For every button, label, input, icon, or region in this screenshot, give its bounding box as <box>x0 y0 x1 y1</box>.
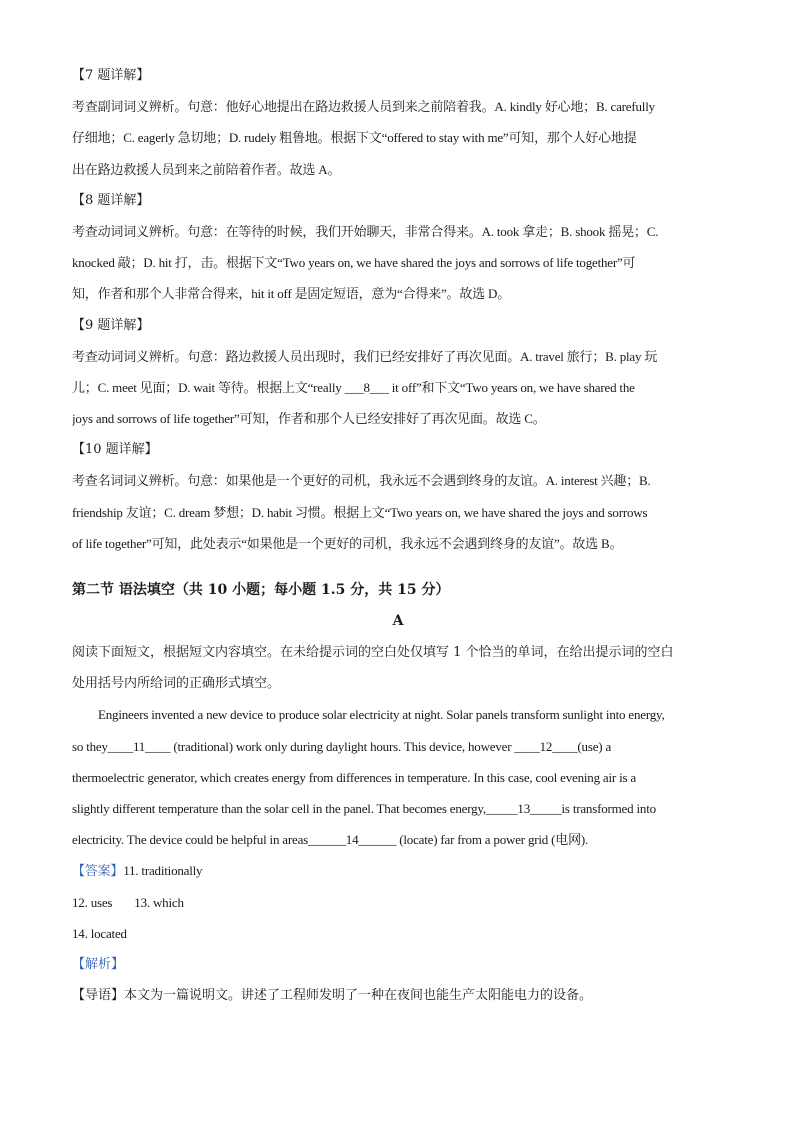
spacer <box>72 559 724 575</box>
answer-12: 12. uses <box>72 894 113 910</box>
instructions-line-1: 阅读下面短文，根据短文内容填空。在未给提示词的空白处仅填写 1 个恰当的单词，在给出提示词的空白 <box>72 645 674 660</box>
passage-line-5: electricity. The device could be helpful in areas______14______ (locate) far from a power grid (电网). <box>72 832 589 848</box>
q8-line-2: knocked 敲；D. hit 打，击。根据下文“Two years on, we have shared the joys and sorrows of life together”可 <box>72 255 636 271</box>
q10-line-1: 考查名词词义辨析。句意：如果他是一个更好的司机，我永远不会遇到终身的友谊。A. interest 兴趣；B. <box>72 473 651 489</box>
document-page <box>72 60 724 1011</box>
q8-heading: 【8 题详解】 <box>72 192 150 208</box>
answer-tag: 【答案】 <box>72 863 124 879</box>
answer-13: 13. which <box>134 894 184 910</box>
q8-line-1: 考查动词词义辨析。句意：在等待的时候，我们开始聊天，非常合得来。A. took 拿走；B. shook 摇晃；C. <box>72 223 659 239</box>
section-title: 第二节 语法填空（共 10 小题；每小题 1.5 分，共 15 分） <box>72 582 450 598</box>
q9-line-3: joys and sorrows of life together”可知，作者和那个人已经安排好了再次见面。故选 C。 <box>72 411 546 427</box>
guide-line: 【导语】本文为一篇说明文。讲述了工程师发明了一种在夜间也能生产太阳能电力的设备。 <box>72 988 593 1004</box>
q9-heading: 【9 题详解】 <box>72 317 150 333</box>
q9-line-1: 考查动词词义辨析。句意：路边救援人员出现时，我们已经安排好了再次见面。A. travel 旅行；B. play 玩 <box>72 348 658 364</box>
q10-line-3: of life together”可知，此处表示“如果他是一个更好的司机，我永远不会遇到终身的友谊”。故选 B。 <box>72 535 623 551</box>
q7-line-3: 出在路边救援人员到来之前陪着作者。故选 A。 <box>72 161 341 177</box>
q7-line-1: 考查副词词义辨析。句意：他好心地提出在路边救援人员到来之前陪着我。A. kindly 好心地；B. carefully <box>72 99 655 115</box>
passage-line-1: Engineers invented a new device to produce solar electricity at night. Solar panels transform sunlight into energy, <box>98 707 665 723</box>
passage-line-3: thermoelectric generator, which creates energy from differences in temperature. In this case, cool evening air is a <box>72 769 636 785</box>
passage-line-4: slightly different temperature than the solar cell in the panel. That becomes energy,_____13_____is transformed into <box>72 800 656 816</box>
q9-line-2: 儿；C. meet 见面；D. wait 等待。根据上文“really ___8___ it off”和下文“Two years on, we have shared the <box>72 379 635 395</box>
q10-heading: 【10 题详解】 <box>72 442 158 458</box>
answer-line-2 <box>72 887 724 918</box>
q10-line-2: friendship 友谊；C. dream 梦想；D. habit 习惯。根据上文“Two years on, we have shared the joys and sorrows <box>72 504 648 520</box>
q7-heading: 【7 题详解】 <box>72 68 150 83</box>
answer-14: 14. located <box>72 925 127 941</box>
answer-line-1 <box>72 855 724 886</box>
q7-line-2: 仔细地；C. eagerly 急切地；D. rudely 粗鲁地。根据下文“offered to stay with me”可知，那个人好心地提 <box>72 130 637 146</box>
answer-line-3 <box>72 918 724 949</box>
instructions-line-2: 处用括号内所给词的正确形式填空。 <box>72 676 281 692</box>
q8-line-3: 知，作者和那个人非常合得来，hit it off 是固定短语，意为“合得来”。故选 D。 <box>72 286 510 302</box>
passage-line-2: so they____11____ (traditional) work only during daylight hours. This device, however ____12____(use) a <box>72 738 612 754</box>
answer-11: 11. traditionally <box>123 863 203 879</box>
analysis-tag: 【解析】 <box>72 956 125 972</box>
part-label: A <box>392 613 404 629</box>
analysis-line <box>72 949 724 980</box>
